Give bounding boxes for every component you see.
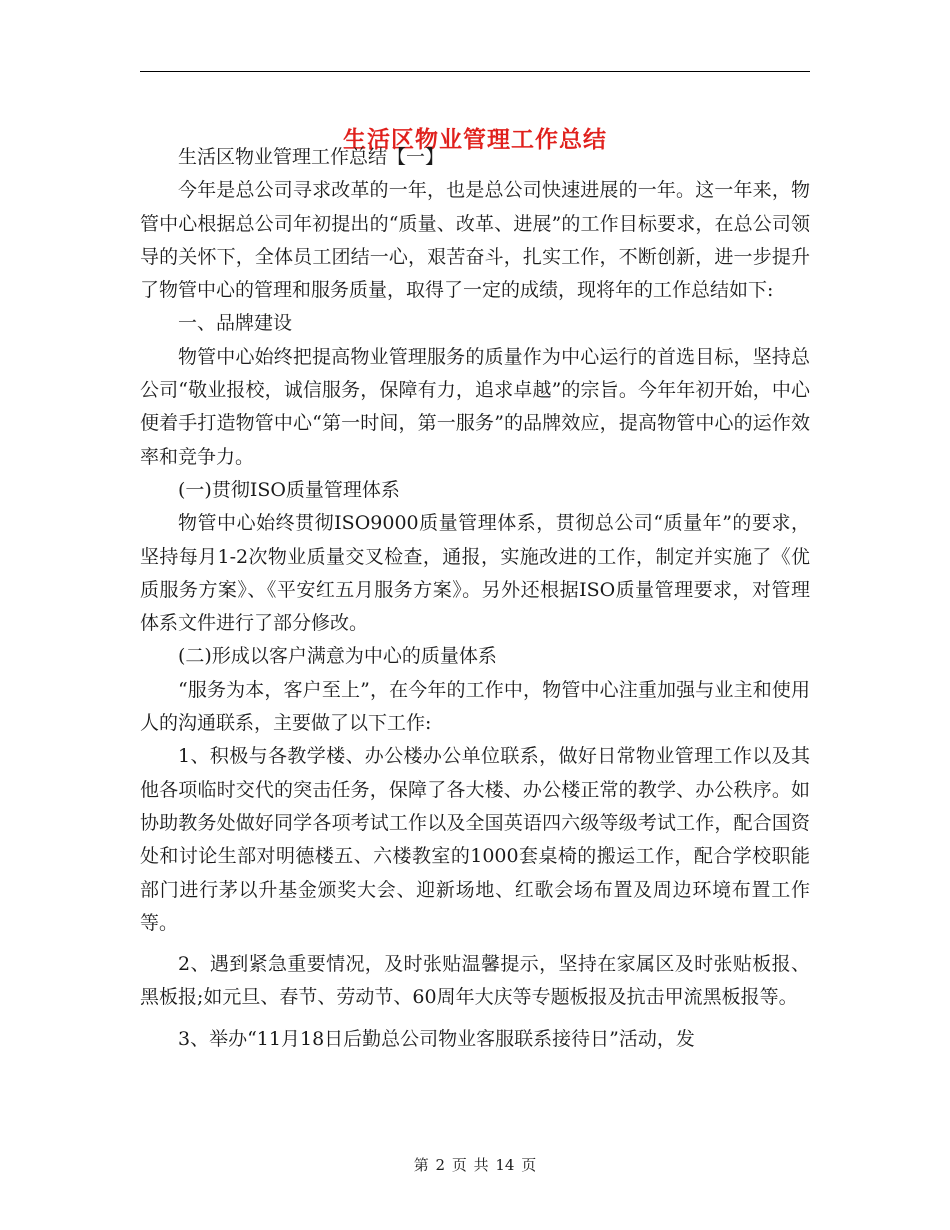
document-body [140,141,810,1056]
paragraph-subtitle: 生活区物业管理工作总结【一】 [178,146,445,168]
paragraph: “服务为本，客户至上”，在今年的工作中，物管中心注重加强与业主和使用人的沟通联系，主要做了以下工作: [140,678,810,735]
section-heading: 一、品牌建设 [178,312,293,335]
document-title: 生活区物业管理工作总结 [343,126,607,154]
page-number: 第 2 页 共 14 页 [413,1156,537,1174]
subsection-heading: (二)形成以客户满意为中心的质量体系 [178,645,497,668]
paragraph: 物管中心始终贯彻ISO9000质量管理体系，贯彻总公司“质量年”的要求，坚持每月1-2次物业质量交叉检查，通报，实施改进的工作，制定并实施了《优质服务方案》、《平安红五月服务方案》。另外还根据ISO质量管理要求，对管理体系文件进行了部分修改。 [140,512,810,635]
list-item: 2、遇到紧急重要情况，及时张贴温馨提示，坚持在家属区及时张贴板报、黑板报;如元旦、春节、劳动节、60周年大庆等专题板报及抗击甲流黑板报等。 [140,953,810,1009]
list-item: 3、举办“11月18日后勤总公司物业客服联系接待日”活动，发 [178,1027,695,1050]
paragraph: 今年是总公司寻求改革的一年，也是总公司快速进展的一年。这一年来，物管中心根据总公司年初提出的“质量、改革、进展”的工作目标要求，在总公司领导的关怀下，全体员工团结一心，艰苦奋斗，扎实工作，不断创新，进一步提升了物管中心的管理和服务质量，取得了一定的成绩，现将年的工作总结如下: [140,179,810,302]
list-item: 1、积极与各教学楼、办公楼办公单位联系，做好日常物业管理工作以及其他各项临时交代的突击任务，保障了各大楼、办公楼正常的教学、办公秩序。如协助教务处做好同学各项考试工作以及全国英语四六级等级考试工作，配合国资处和讨论生部对明德楼五、六楼教室的1000套桌椅的搬运工作，配合学校职能部门进行茅以升基金颁奖大会、迎新场地、红歌会场布置及周边环境布置工作等。 [140,745,810,934]
header-rule [140,71,810,72]
subsection-heading: (一)贯彻ISO质量管理体系 [178,478,400,501]
paragraph: 物管中心始终把提高物业管理服务的质量作为中心运行的首选目标，坚持总公司“敬业报校，诚信服务，保障有力，追求卓越”的宗旨。今年年初开始，中心便着手打造物管中心“第一时间，第一服务”的品牌效应，提高物管中心的运作效率和竞争力。 [140,345,810,468]
